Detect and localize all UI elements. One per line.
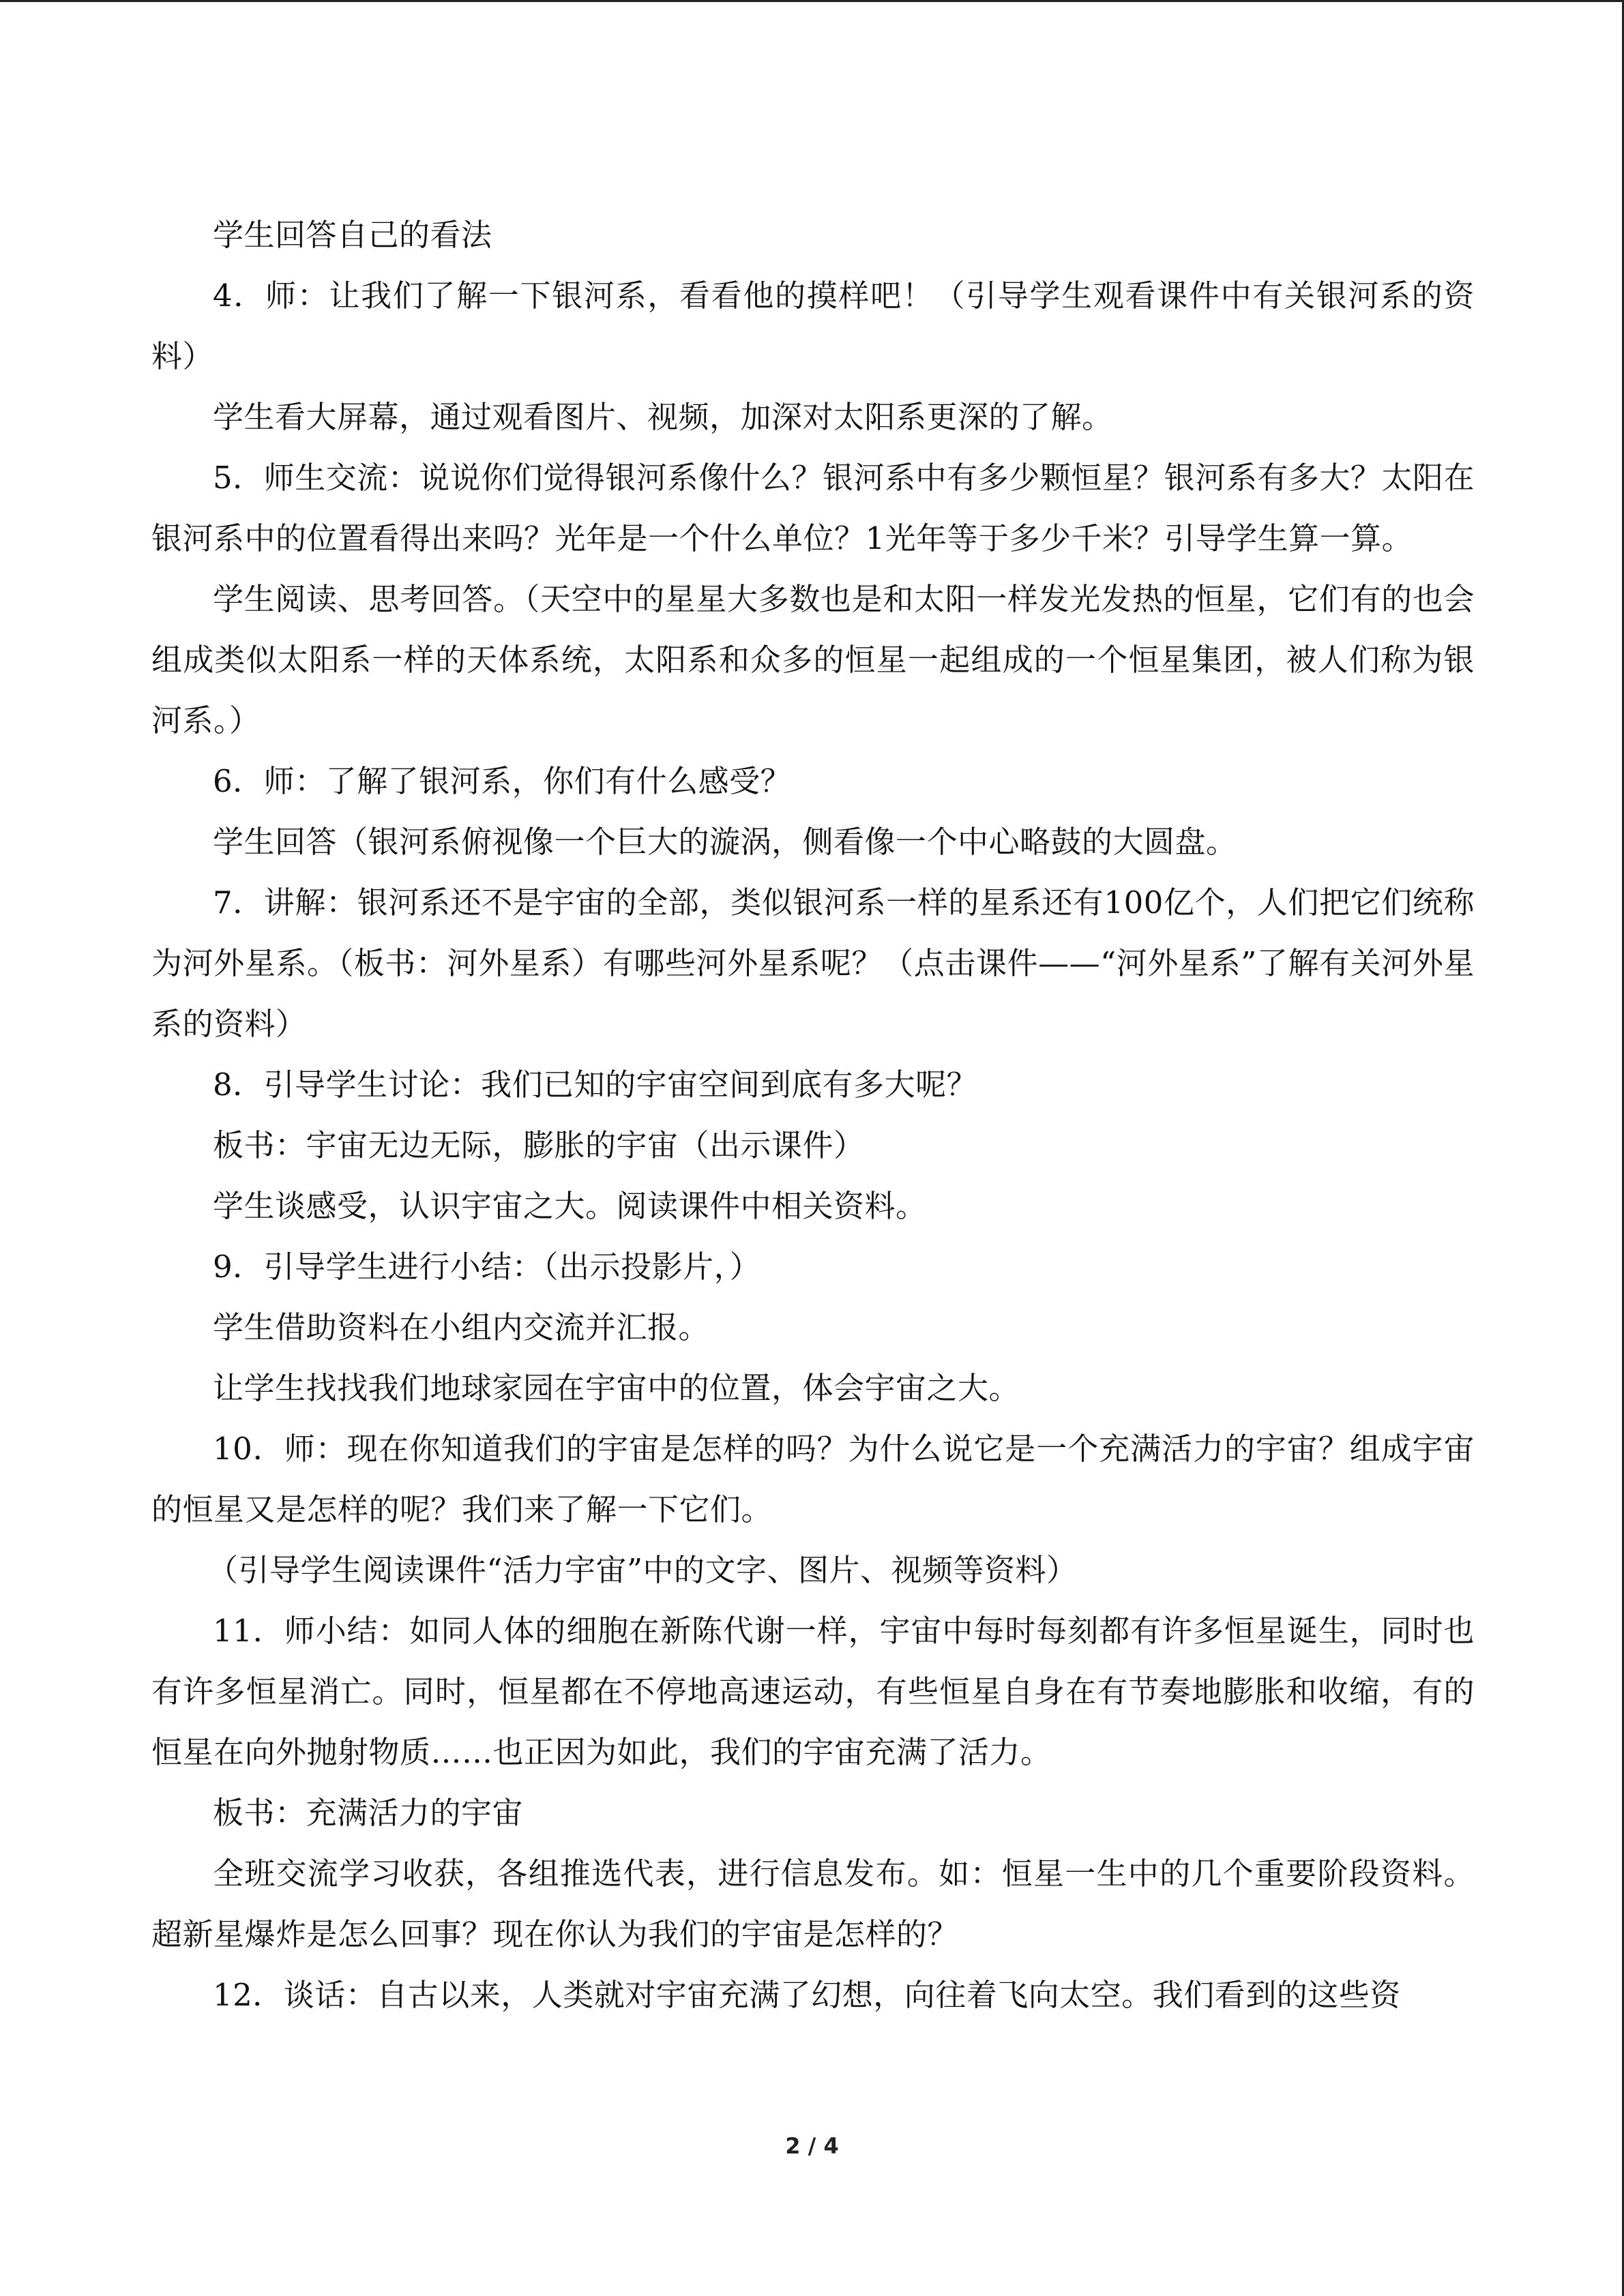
top-border-line: [0, 0, 1624, 2]
paragraph: 学生回答（银河系俯视像一个巨大的漩涡，侧看像一个中心略鼓的大圆盘。: [213, 824, 1237, 860]
paragraph: 板书：充满活力的宇宙: [213, 1795, 524, 1831]
paragraph: （引导学生阅读课件“活力宇宙”中的文字、图片、视频等资料）: [207, 1552, 1078, 1588]
paragraph: 5．师生交流：说说你们觉得银河系像什么？银河系中有多少颗恒星？银河系有多大？太阳在银河系中的位置看得出来吗？光年是一个什么单位？1光年等于多少千米？引导学生算一算。: [151, 460, 1475, 556]
paragraph: 学生回答自己的看法: [213, 217, 492, 253]
paragraph: 学生借助资料在小组内交流并汇报。: [213, 1309, 710, 1345]
paragraph: 板书：宇宙无边无际，膨胀的宇宙（出示课件）: [213, 1127, 865, 1163]
paragraph: 9．引导学生进行小结：（出示投影片，）: [213, 1249, 761, 1285]
document-body: [151, 205, 1475, 2025]
paragraph: 让学生找找我们地球家园在宇宙中的位置，体会宇宙之大。: [213, 1370, 1020, 1406]
paragraph: 10．师：现在你知道我们的宇宙是怎样的吗？为什么说它是一个充满活力的宇宙？组成宇宙的恒星又是怎样的呢？我们来了解一下它们。: [151, 1431, 1475, 1527]
page-number: 2 / 4: [785, 2133, 839, 2159]
paragraph: 7．讲解：银河系还不是宇宙的全部，类似银河系一样的星系还有100亿个，人们把它们统称为河外星系。（板书：河外星系）有哪些河外星系呢？（点击课件——“河外星系”了解有关河外星系的资料）: [151, 884, 1475, 1042]
paragraph: 学生谈感受，认识宇宙之大。阅读课件中相关资料。: [213, 1188, 927, 1224]
paragraph: 学生看大屏幕，通过观看图片、视频，加深对太阳系更深的了解。: [213, 399, 1113, 435]
paragraph: 11．师小结：如同人体的细胞在新陈代谢一样，宇宙中每时每刻都有许多恒星诞生，同时也有许多恒星消亡。同时，恒星都在不停地高速运动，有些恒星自身在有节奏地膨胀和收缩，有的恒星在向外抛射物质……也正因为如此，我们的宇宙充满了活力。: [151, 1613, 1475, 1770]
paragraph: 学生阅读、思考回答。（天空中的星星大多数也是和太阳一样发光发热的恒星，它们有的也会组成类似太阳系一样的天体系统，太阳系和众多的恒星一起组成的一个恒星集团，被人们称为银河系。）: [151, 581, 1475, 739]
paragraph: 4．师：让我们了解一下银河系，看看他的摸样吧！（引导学生观看课件中有关银河系的资料）: [151, 278, 1475, 374]
paragraph: 全班交流学习收获，各组推选代表，进行信息发布。如：恒星一生中的几个重要阶段资料。超新星爆炸是怎么回事？现在你认为我们的宇宙是怎样的？: [151, 1855, 1475, 1952]
paragraph: 6．师：了解了银河系，你们有什么感受？: [213, 763, 792, 799]
paragraph: 8．引导学生讨论：我们已知的宇宙空间到底有多大呢？: [213, 1067, 978, 1103]
paragraph: 12．谈话：自古以来，人类就对宇宙充满了幻想，向往着飞向太空。我们看到的这些资: [213, 1977, 1401, 2013]
